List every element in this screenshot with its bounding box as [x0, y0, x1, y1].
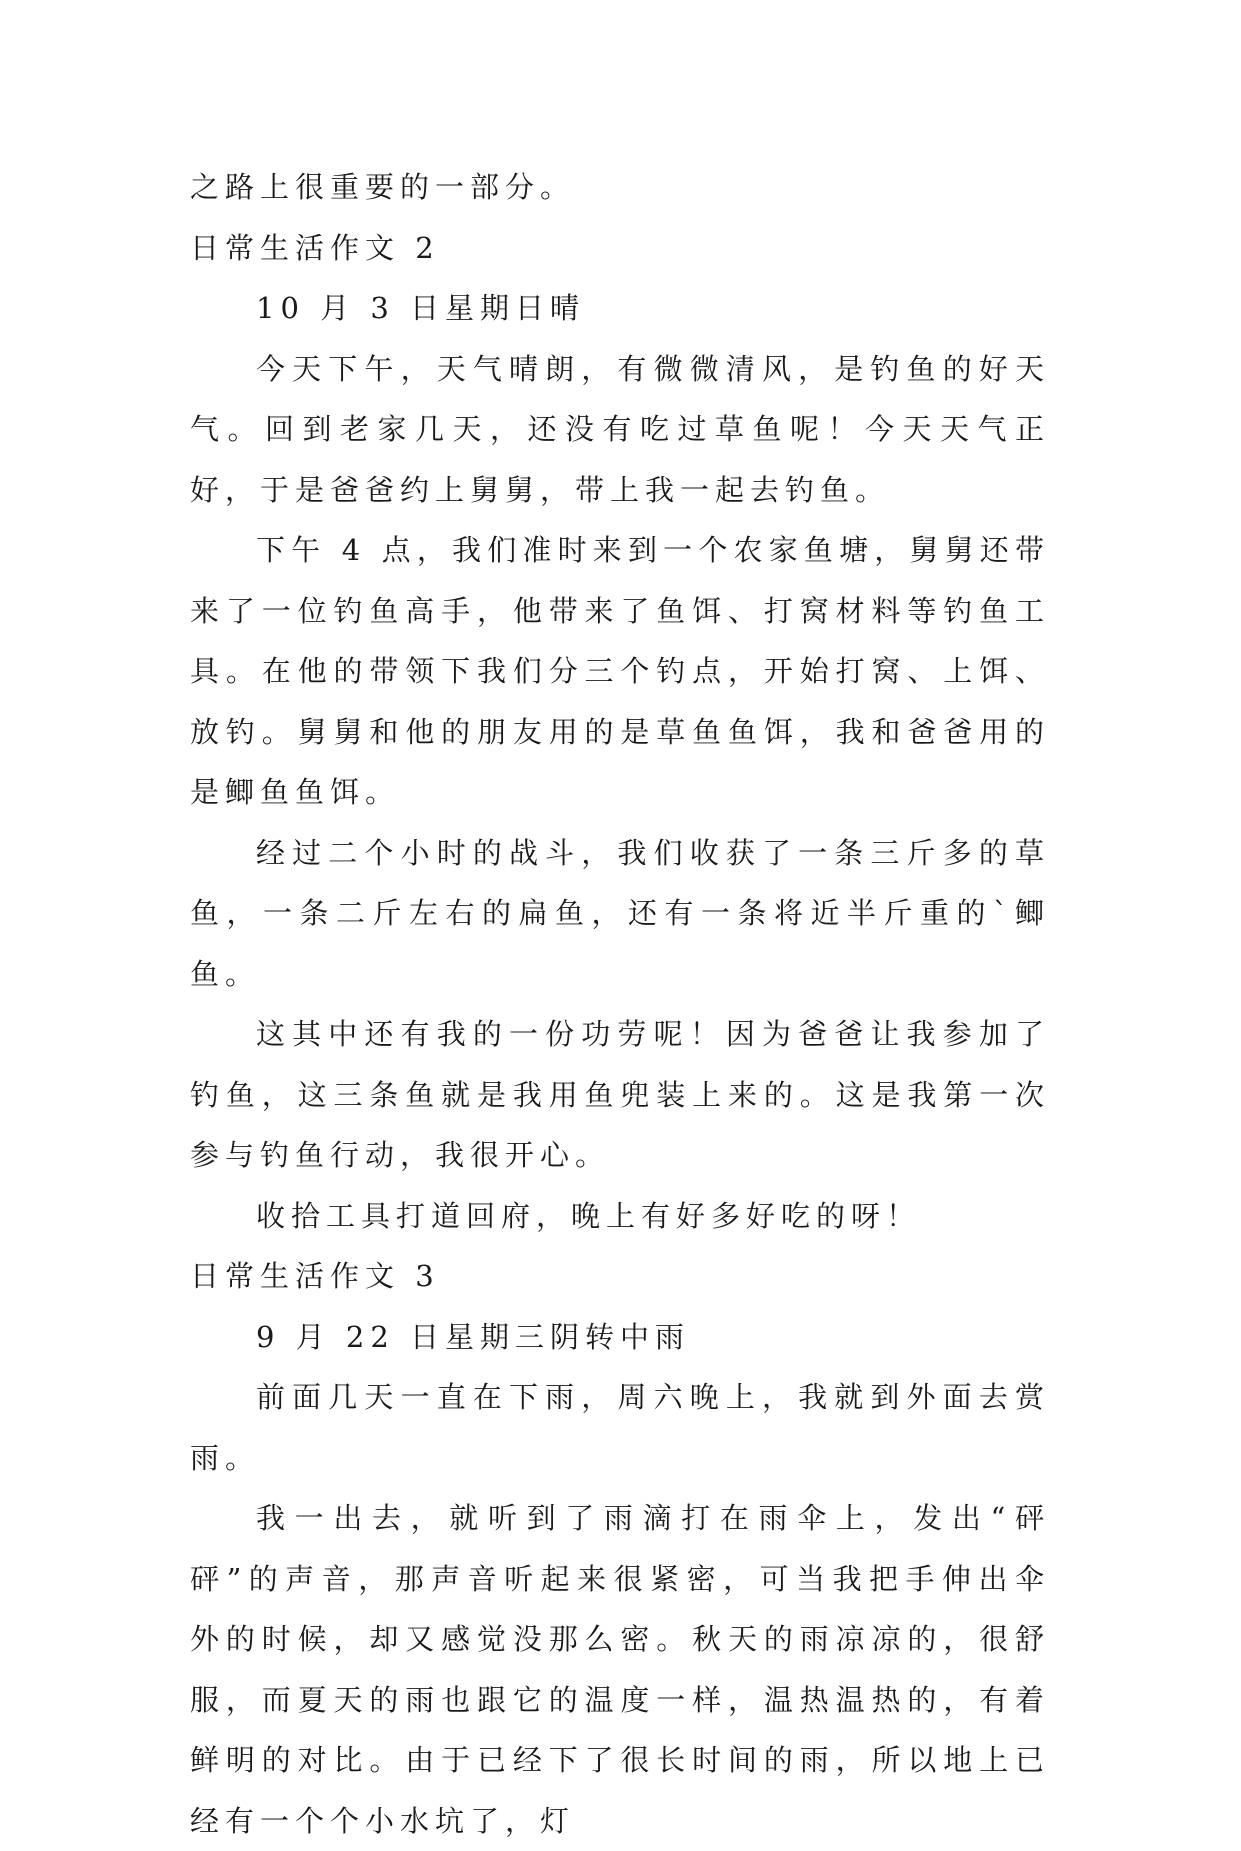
paragraph: 收拾工具打道回府，晚上有好多好吃的呀！	[256, 1198, 922, 1233]
paragraph-continuation: 之路上很重要的一部分。	[190, 170, 576, 204]
diary-date-line: 10 月 3 日星期日晴	[256, 291, 586, 325]
document-body	[190, 157, 1050, 1851]
paragraph: 我一出去，就听到了雨滴打在雨伞上，发出“砰砰”的声音，那声音听起来很紧密，可当我把手伸出伞外的时候，却又感觉没那么密。秋天的雨凉凉的，很舒服，而夏天的雨也跟它的温度一样，温热温热的，有着鲜明的对比。由于已经下了很长时间的雨，所以地上已经有一个个小水坑了，灯	[190, 1501, 1050, 1838]
paragraph: 这其中还有我的一份功劳呢！因为爸爸让我参加了钓鱼，这三条鱼就是我用鱼兜装上来的。这是我第一次参与钓鱼行动，我很开心。	[190, 1017, 1050, 1172]
paragraph: 经过二个小时的战斗，我们收获了一条三斤多的草鱼，一条二斤左右的扁鱼，还有一条将近半斤重的`鲫鱼。	[190, 835, 1050, 991]
paragraph: 今天下午，天气晴朗，有微微清风，是钓鱼的好天气。回到老家几天，还没有吃过草鱼呢！今天天气正好，于是爸爸约上舅舅，带上我一起去钓鱼。	[190, 351, 1050, 507]
paragraph: 下午 4 点，我们准时来到一个农家鱼塘，舅舅还带来了一位钓鱼高手，他带来了鱼饵、打窝材料等钓鱼工具。在他的带领下我们分三个钓点，开始打窝、上饵、放钓。舅舅和他的朋友用的是草鱼鱼饵，我和爸爸用的是鲫鱼鱼饵。	[190, 533, 1050, 809]
diary-date-line: 9 月 22 日星期三阴转中雨	[256, 1319, 691, 1354]
section-heading-2: 日常生活作文 2	[190, 230, 440, 265]
section-heading-3: 日常生活作文 3	[190, 1259, 440, 1293]
paragraph: 前面几天一直在下雨，周六晚上，我就到外面去赏雨。	[190, 1380, 1050, 1475]
